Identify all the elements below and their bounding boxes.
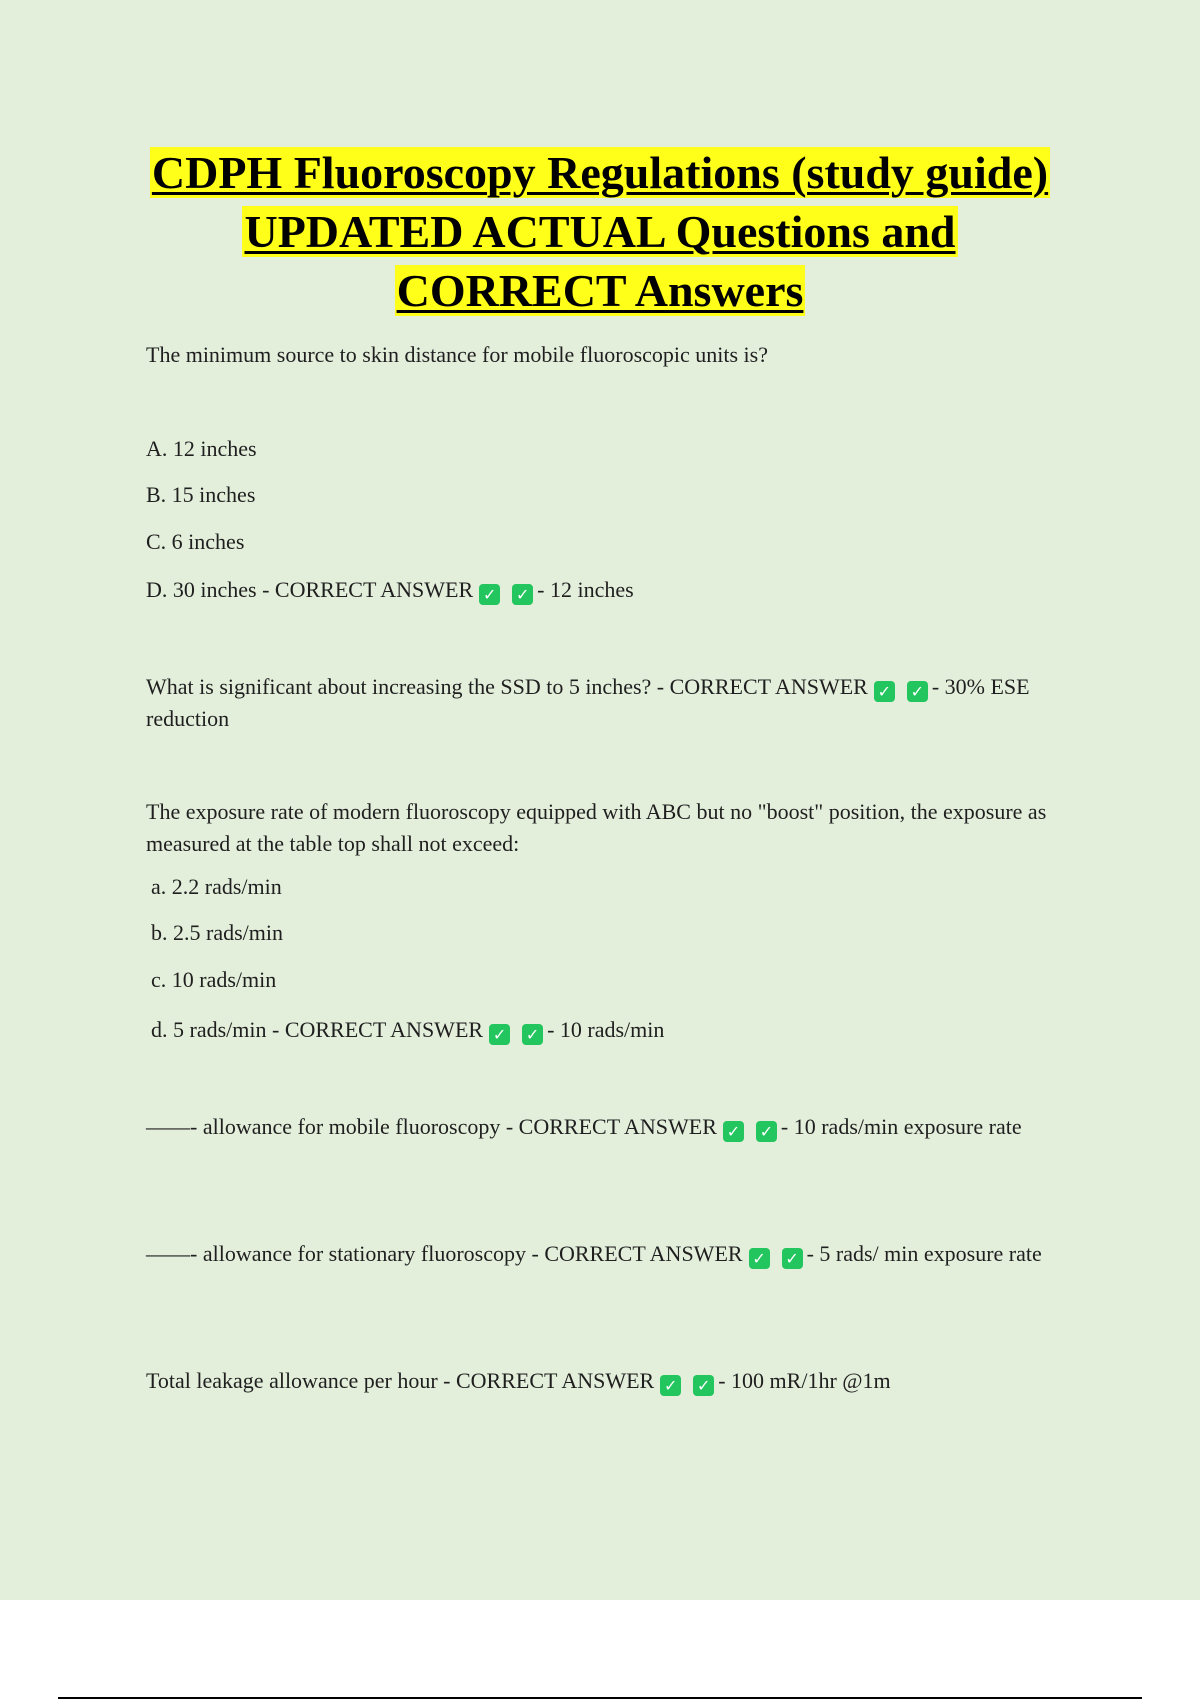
check-icon: ✓ bbox=[749, 1248, 770, 1269]
q2-question-text: What is significant about increasing the SSD to 5 inches? - CORRECT ANSWER bbox=[146, 674, 868, 699]
q5-answer: - 5 rads/ min exposure rate bbox=[806, 1241, 1042, 1266]
q4-answer: - 10 rads/min exposure rate bbox=[780, 1114, 1022, 1139]
title-line-3: CORRECT Answers bbox=[396, 265, 804, 316]
question-5 bbox=[146, 1238, 1086, 1270]
q3-option-b: b. 2.5 rads/min bbox=[151, 920, 283, 945]
check-icon: ✓ bbox=[660, 1375, 681, 1396]
q6-answer: - 100 mR/1hr @1m bbox=[718, 1368, 891, 1393]
q6-question-text: Total leakage allowance per hour - CORRECT ANSWER bbox=[146, 1368, 655, 1393]
q1-option-d-text: D. 30 inches - CORRECT ANSWER bbox=[146, 577, 474, 602]
q1-option-c: C. 6 inches bbox=[146, 529, 245, 554]
q1-option-d bbox=[146, 574, 634, 606]
q1-option-a: A. 12 inches bbox=[146, 436, 257, 461]
check-icon: ✓ bbox=[479, 584, 500, 605]
check-icon: ✓ bbox=[907, 681, 928, 702]
check-icon: ✓ bbox=[489, 1024, 510, 1045]
check-icon: ✓ bbox=[874, 681, 895, 702]
q1-answer: - 12 inches bbox=[537, 577, 634, 602]
q3-option-d bbox=[151, 1014, 664, 1046]
q2-answer: - 30% ESE reduction bbox=[146, 674, 1030, 731]
check-icon: ✓ bbox=[782, 1248, 803, 1269]
title-line-1: CDPH Fluoroscopy Regulations (study guide) bbox=[151, 147, 1049, 198]
q3-option-d-text: d. 5 rads/min - CORRECT ANSWER bbox=[151, 1017, 484, 1042]
title-line-2: UPDATED ACTUAL Questions and bbox=[244, 206, 956, 257]
question-4 bbox=[146, 1111, 1086, 1143]
q3-option-a: a. 2.2 rads/min bbox=[151, 874, 282, 899]
check-icon: ✓ bbox=[522, 1024, 543, 1045]
question-6 bbox=[146, 1365, 891, 1397]
q4-question-text: ——- allowance for mobile fluoroscopy - CORRECT ANSWER bbox=[146, 1114, 717, 1139]
bottom-divider bbox=[58, 1697, 1142, 1699]
question-1: The minimum source to skin distance for mobile fluoroscopic units is? bbox=[146, 342, 768, 367]
check-icon: ✓ bbox=[756, 1121, 777, 1142]
check-icon: ✓ bbox=[512, 584, 533, 605]
check-icon: ✓ bbox=[693, 1375, 714, 1396]
document-title bbox=[120, 143, 1080, 320]
check-icon: ✓ bbox=[723, 1121, 744, 1142]
question-3: The exposure rate of modern fluoroscopy equipped with ABC but no "boost" position, the exposure as measured at the table top shall not exceed: bbox=[146, 799, 1047, 856]
question-2 bbox=[146, 671, 1086, 735]
q3-answer: - 10 rads/min bbox=[547, 1017, 665, 1042]
q1-option-b: B. 15 inches bbox=[146, 482, 256, 507]
q5-question-text: ——- allowance for stationary fluoroscopy - CORRECT ANSWER bbox=[146, 1241, 743, 1266]
q3-option-c: c. 10 rads/min bbox=[151, 967, 277, 992]
